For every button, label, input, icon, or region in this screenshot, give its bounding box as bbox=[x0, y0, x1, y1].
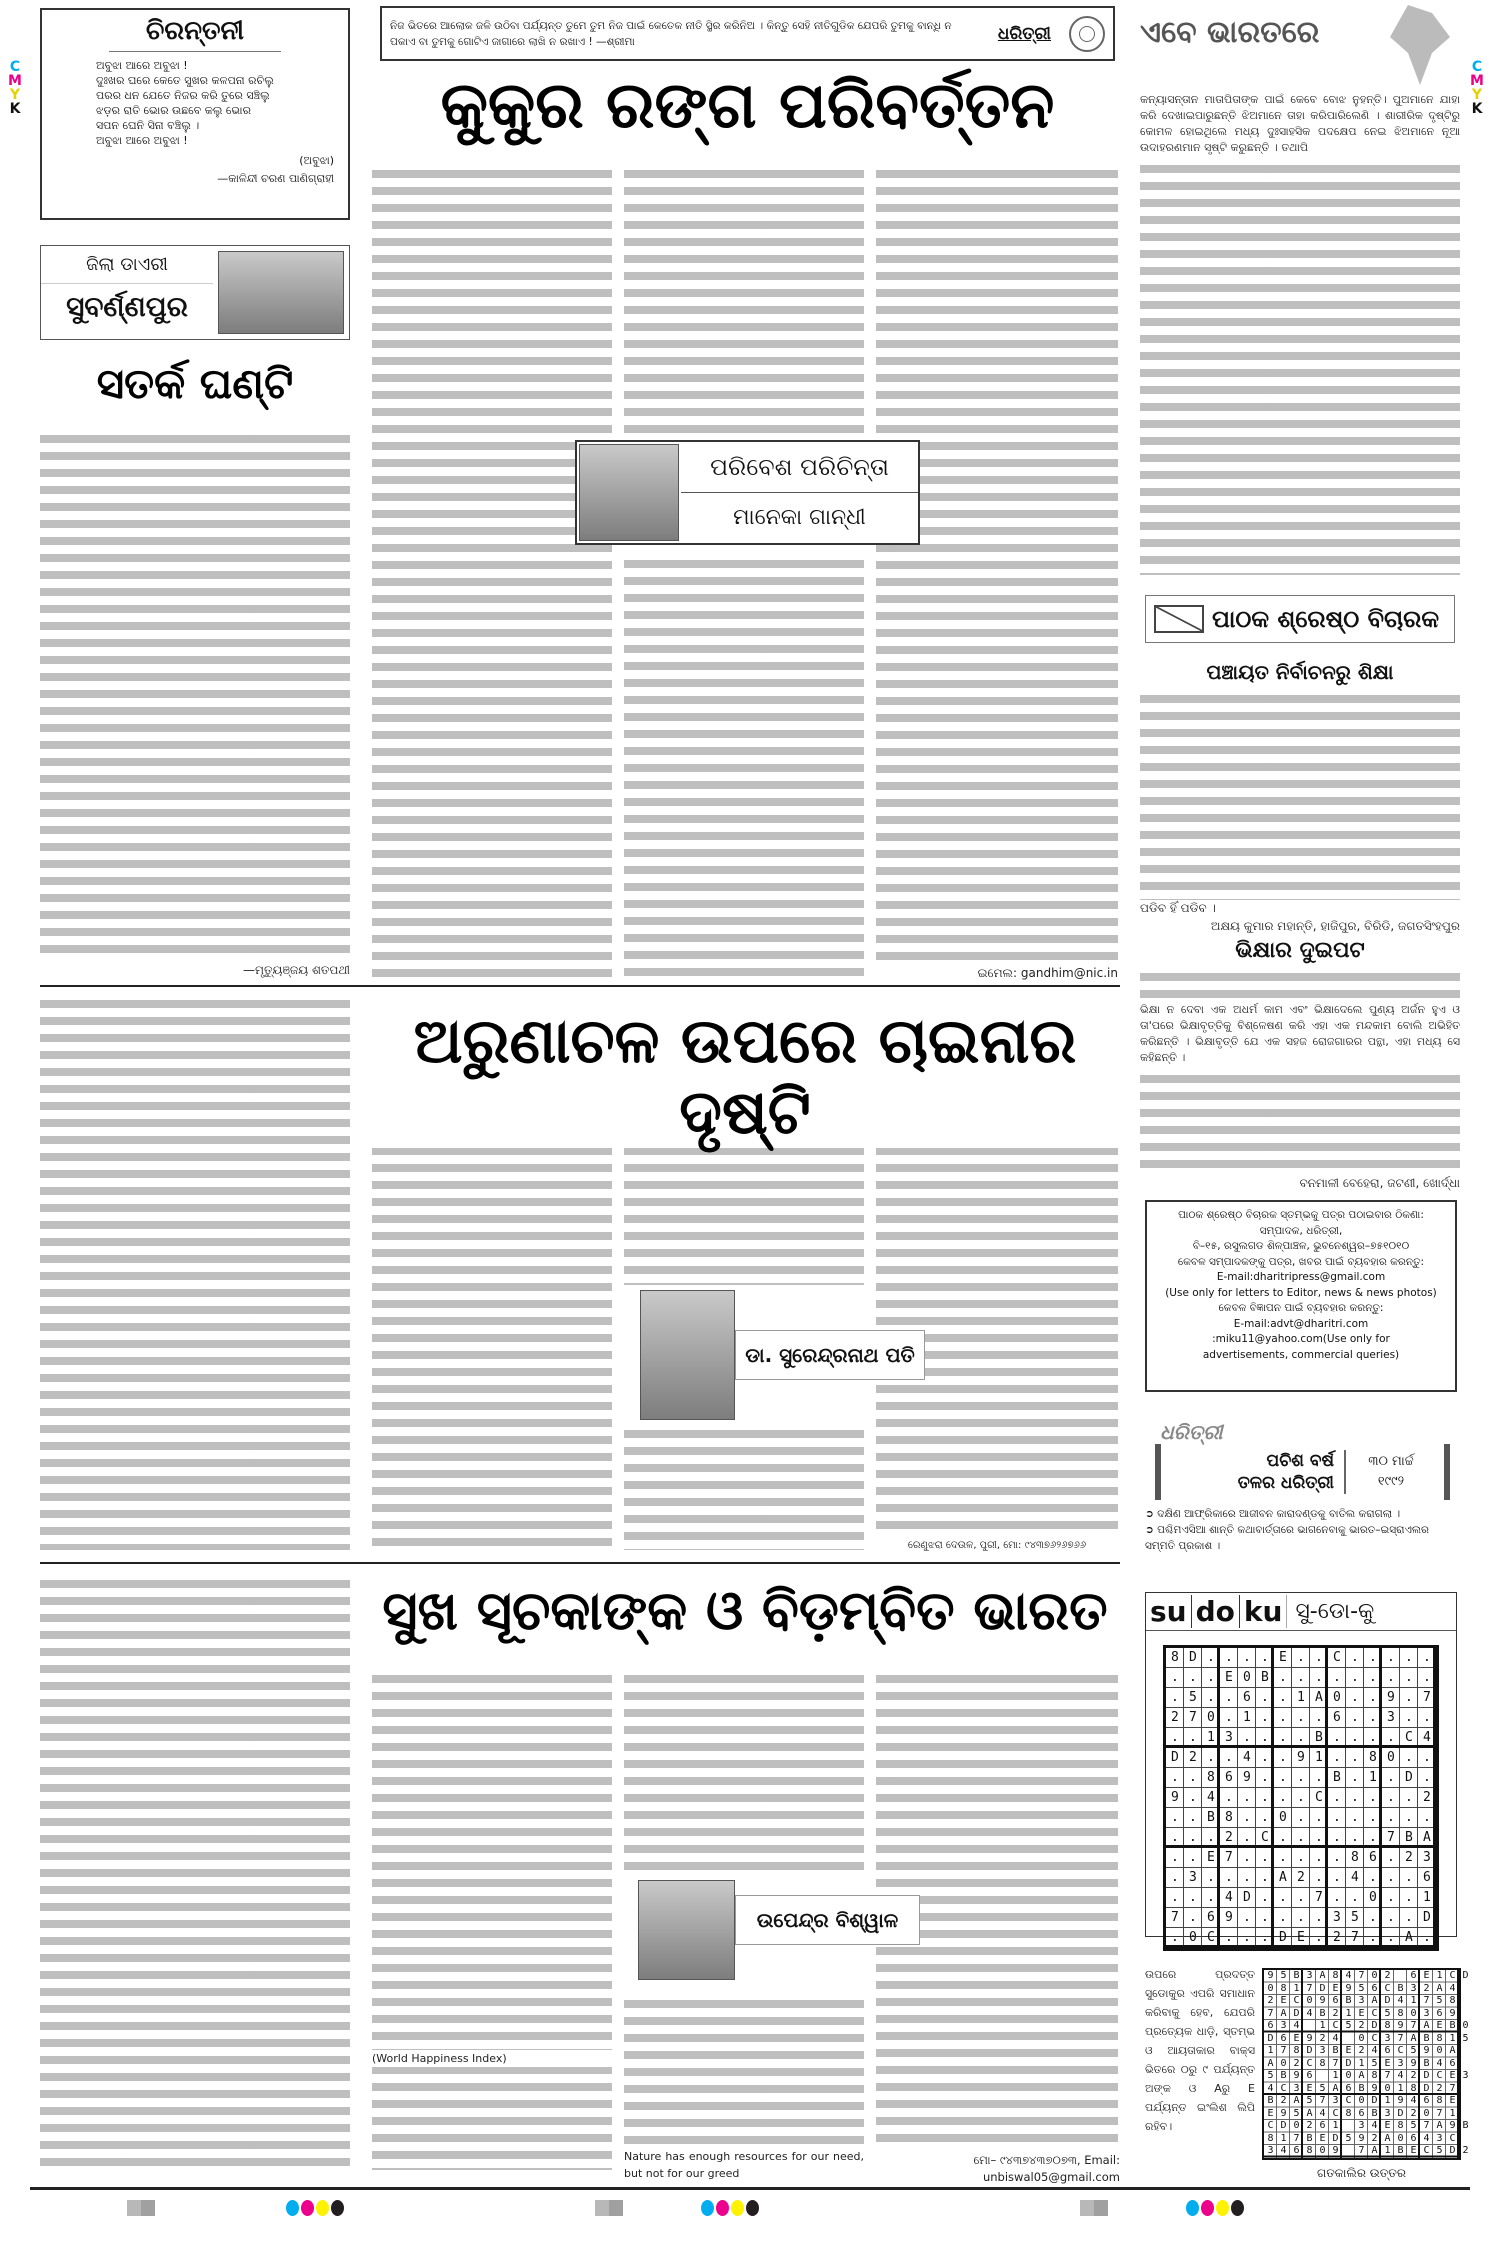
mark-m: M bbox=[1470, 73, 1484, 89]
lead-text-col3 bbox=[876, 165, 1118, 980]
email-upendra[interactable]: Email: unbiswal05@gmail.com bbox=[982, 2153, 1120, 2184]
magenta-dot bbox=[301, 2200, 314, 2216]
poem-line: ଦୁଃଖର ଘରେ କେତେ ସୁଖର କଳପନା ରଚିଲୁ bbox=[96, 74, 274, 87]
solution-row: B2A573C0D19468E bbox=[1267, 2095, 1463, 2106]
black-dot bbox=[746, 2200, 759, 2216]
lead-text-col1 bbox=[372, 165, 612, 980]
archive-box bbox=[1145, 1420, 1460, 1580]
solution-row: 5B96 10A8742DCE3 bbox=[1267, 2070, 1476, 2081]
quote-box bbox=[380, 6, 1115, 61]
sudoku-row[interactable]: 8D....E..C..... bbox=[1171, 1650, 1441, 1665]
sudoku-row[interactable]: ..13....B....C4 bbox=[1171, 1730, 1441, 1745]
sudoku-row[interactable]: .0C...DE.27..A. bbox=[1171, 1930, 1441, 1945]
district-name: ସୁବର୍ଣ୍ଣପୁର bbox=[66, 290, 188, 323]
sukha-text-left bbox=[40, 1575, 350, 2170]
address-line: କେବଳ ସମ୍ପାଦକଙ୍କୁ ପତ୍ର, ଖବର ପାଇଁ ବ୍ୟବହାର କରନ୍ତୁ: bbox=[1177, 1255, 1425, 1268]
yellow-dot bbox=[731, 2200, 744, 2216]
sudoku-row[interactable]: 9.4.....C.....2 bbox=[1171, 1790, 1441, 1805]
author-photo-surendranath bbox=[640, 1290, 735, 1420]
headline-arunachal: ଅରୁଣାଚଳ ଉପରେ ଚାଇନାର ଦୃଷ୍ଟି bbox=[370, 1005, 1120, 1148]
archive-year: ୧୯୯୨ bbox=[1377, 1474, 1405, 1489]
advt-email-2[interactable]: :miku11@yahoo.com(Use only for bbox=[1212, 1333, 1390, 1345]
ebe-bharatare-text bbox=[1140, 160, 1460, 575]
paper-logo: ଧରିତ୍ରୀ bbox=[997, 23, 1051, 44]
cmyk-dots bbox=[285, 2200, 345, 2220]
sri-aurobindo-symbol-icon bbox=[1069, 16, 1105, 52]
solution-row: E95A4C86B3D2071 bbox=[1267, 2107, 1463, 2119]
cmyk-mark-left-top bbox=[8, 60, 22, 116]
headline-sukha-suchakanka: ସୁଖ ସୂଚକାଙ୍କ ଓ ବିଡ଼ମ୍ବିତ ଭାରତ bbox=[370, 1580, 1120, 1642]
lead-text-col2 bbox=[624, 165, 864, 435]
poem-line: ପରର ଧନ ଯେତେ ନିଜର କରି ତୁରେ ସଞ୍ଚିଲୁ bbox=[96, 89, 270, 102]
sudoku-row[interactable]: D2..4..91..80.. bbox=[1171, 1750, 1441, 1765]
headline-kukura: କୁକୁର ରଙ୍ଗ ପରିବର୍ତ୍ତନ bbox=[440, 69, 1055, 143]
cmyk-dots bbox=[700, 2200, 760, 2220]
letter2-text-a bbox=[1140, 968, 1460, 1000]
mark-c: C bbox=[9, 59, 21, 75]
solution-row: 178D3BE246C590A bbox=[1267, 2045, 1463, 2056]
sudoku-row[interactable]: ..E7......86.23 bbox=[1171, 1850, 1441, 1865]
poem-author: —କାଳିନ୍ଦୀ ଚରଣ ପାଣିଗ୍ରାହୀ bbox=[217, 172, 334, 185]
solution-row: 2EC096B3AD41758 bbox=[1267, 1995, 1463, 2006]
email-maneka bbox=[876, 965, 1118, 982]
editor-email[interactable]: E-mail:dharitripress@gmail.com bbox=[1216, 1271, 1386, 1283]
poem-line: ଝଡ଼ର ରାତି ଭୋର ଉଛବେ କଲୁ ଭୋର bbox=[96, 104, 251, 117]
temple-photo bbox=[218, 251, 344, 334]
address-line: ବି–୧୫, ରସୁଲଗଡ ଶିଳ୍ପାଞ୍ଚଳ, ଭୁବନେଶ୍ୱର–୭୫୧୦୧୦ bbox=[1192, 1240, 1410, 1252]
gray-patch bbox=[1080, 2200, 1108, 2216]
editor-email-note: (Use only for letters to Editor, news & news photos) bbox=[1165, 1286, 1437, 1299]
solution-row: 95B3A84702 6E1CD bbox=[1267, 1970, 1476, 1981]
sudoku-row[interactable]: ...E0B......... bbox=[1171, 1670, 1441, 1685]
letters-banner-title: ପାଠକ ଶ୍ରେଷ୍ଠ ବିଚାରକ bbox=[1212, 605, 1440, 633]
cyan-dot bbox=[1186, 2200, 1199, 2216]
archive-item-text: ପଶ୍ଚିମଏସିଆ ଶାନ୍ତି କଥାବାର୍ତ୍ତାରେ ଭାଗନେବାକୁ ଭାରତ–ଇସ୍ରାଏଲର ସମ୍ମତି ପ୍ରକାଶ । bbox=[1145, 1524, 1429, 1552]
address-line: ସମ୍ପାଦକ, ଧରିତ୍ରୀ, bbox=[1259, 1224, 1343, 1237]
cmyk-mark-right-top bbox=[1470, 60, 1484, 116]
sudoku-box bbox=[1145, 1592, 1457, 1945]
solution-row: D6E924 0C37AB815 bbox=[1267, 2032, 1476, 2044]
sudoku-row[interactable]: ..B8..0........ bbox=[1171, 1810, 1441, 1825]
advt-email-note: advertisements, commercial queries) bbox=[1202, 1348, 1400, 1361]
solution-row: 346809 7A1BEC5D2 bbox=[1267, 2145, 1476, 2156]
address-line: ପାଠକ ଶ୍ରେଷ୍ଠ ବିଚାରକ ସ୍ତମ୍ଭକୁ ପତ୍ର ପଠାଇବାର ଠିକଣା: bbox=[1178, 1209, 1424, 1221]
author-name: ମାନେକା ଗାନ୍ଧୀ bbox=[733, 505, 866, 530]
archive-item: ➲ ଦକ୍ଷିଣ ଆଫ୍ରିକାରେ ଆଜୀବନ କାରାଦଣ୍ଡକୁ ବାତିଲ କରାଗଲା । bbox=[1145, 1508, 1401, 1520]
sudoku-row[interactable]: ...4D...7..0..1 bbox=[1171, 1890, 1441, 1905]
english-inline: (World Happiness Index) bbox=[372, 2050, 612, 2067]
mark-m: M bbox=[8, 73, 22, 89]
solution-label: ଗତକାଲିର ଉତ୍ତର bbox=[1317, 2166, 1406, 2180]
archive-logo: ଧରିତ୍ରୀ bbox=[1160, 1420, 1223, 1444]
column-box-maneka bbox=[575, 440, 920, 545]
letters-banner bbox=[1145, 595, 1455, 643]
sudoku-header bbox=[1146, 1593, 1456, 1631]
sudoku-row[interactable]: .5..6..1A0..9.7 bbox=[1171, 1690, 1441, 1705]
phone: ମୋ– ୯୪୩୭୪୩୭୦୭୩, bbox=[973, 2153, 1081, 2167]
author-photo-maneka bbox=[579, 444, 679, 541]
magenta-dot bbox=[716, 2200, 729, 2216]
sudoku-row[interactable]: ...2.C......7BA bbox=[1171, 1830, 1441, 1845]
poem-line: ଅବୁଝା ଆରେ ଅବୁଝା ! bbox=[96, 134, 188, 147]
sudoku-puzzle-grid[interactable] bbox=[1163, 1645, 1439, 1951]
solution-row: 634 1C52D897AEB0 bbox=[1267, 2020, 1476, 2031]
poem-title: ଚିରନ୍ତନୀ bbox=[109, 16, 281, 52]
solution-row: A02C87D15E39B46 bbox=[1267, 2057, 1463, 2069]
advt-email[interactable]: E-mail:advt@dharitri.com bbox=[1233, 1317, 1369, 1330]
archive-item: ➲ ପଶ୍ଚିମଏସିଆ ଶାନ୍ତି କଥାବାର୍ତ୍ତାରେ ଭାଗନେବାକୁ ଭାରତ–ଇସ୍ରାଏଲର ସମ୍ମତି ପ୍ରକାଶ । bbox=[1145, 1524, 1429, 1552]
sudoku-brand-odia: ସୁ-ଡୋ-କୁ bbox=[1295, 1599, 1375, 1624]
envelope-pen-icon bbox=[1154, 605, 1204, 633]
letter1-title: ପଞ୍ଚାୟତ ନିର୍ବାଚନରୁ ଶିକ୍ଷା bbox=[1206, 660, 1394, 684]
email-label: ଇମେଲ: bbox=[977, 966, 1018, 980]
magenta-dot bbox=[1201, 2200, 1214, 2216]
column-name: ପରିବେଶ ପରିଚିନ୍ତା bbox=[681, 442, 918, 493]
quote-text: ନିଜ ଭିତରେ ଆଲୋକ ଜଳି ଉଠିବା ପର୍ଯ୍ୟନ୍ତ ତୁମେ ତୁମ ନିଜ ପାଇଁ କେତେକ ନୀତି ସ୍ଥିର କରିନିଅ । କିନ୍ତୁ ସେହି ନୀତିଗୁଡିକ ଯେପରି ତୁମକୁ ବାନ୍ଧି ନ ପକାଏ ବା ତୁମକୁ ଗୋଟିଏ ଜାଗାରେ ଲାଖି ନ ରଖାଏ ! —ଶ୍ରୀମା bbox=[390, 19, 952, 48]
sudoku-brand: do bbox=[1192, 1595, 1240, 1628]
sudoku-brand: ku bbox=[1240, 1595, 1288, 1628]
yellow-dot bbox=[316, 2200, 329, 2216]
letter2-title: ଭିକ୍ଷାର ଦୁଇପଟ bbox=[1235, 938, 1365, 963]
cyan-dot bbox=[701, 2200, 714, 2216]
arunachal-text-col1 bbox=[372, 1125, 612, 1550]
letter1-author: ଅକ୍ଷୟ କୁମାର ମହାନ୍ତି, ହାଜିପୁର, ବିରିଡି, ଜଗତସିଂହପୁର bbox=[1210, 919, 1460, 933]
sukha-text-col1 bbox=[372, 1670, 612, 2170]
footer-rule bbox=[30, 2187, 1470, 2190]
sudoku-row[interactable]: ..869....B.1.D. bbox=[1171, 1770, 1441, 1785]
mark-k: K bbox=[9, 101, 21, 117]
signoff-surendranath: ରେଣୁଝରା ଦେଉଳ, ପୁରୀ, ମୋ: ୯୪୩୭୬୨୬୭୬୬ bbox=[907, 1540, 1087, 1551]
sudoku-row[interactable]: .3....A2..4...6 bbox=[1171, 1870, 1441, 1885]
article-text-satarka-ghanti bbox=[40, 430, 350, 960]
cmyk-dots bbox=[1185, 2200, 1245, 2220]
poem-line: ଅବୁଝା ଆରେ ଅବୁଝା ! bbox=[96, 59, 188, 72]
letter1-text bbox=[1140, 690, 1460, 900]
cyan-dot bbox=[286, 2200, 299, 2216]
sudoku-solution-grid bbox=[1262, 1968, 1476, 2160]
sukha-text-col2 bbox=[624, 1670, 864, 1870]
gray-patch bbox=[595, 2200, 623, 2216]
sudoku-instructions: ଉପରେ ପ୍ରଦତ୍ତ ସୁଡୋକୁର ଏପରି ସମାଧାନ କରିବାକୁ ହେବ, ଯେପରି ପ୍ରତ୍ୟେକ ଧାଡ଼ି, ସ୍ତମ୍ଭ ଓ ଆୟତାକାର ବାକ୍ସ ଭିତରେ ୦ରୁ ୯ ପର୍ଯ୍ୟନ୍ତ ଅଙ୍କ ଓ Aରୁ E ପର୍ଯ୍ୟନ୍ତ ଇଂଲିଶ ଲିପି ରହିବ। bbox=[1145, 1968, 1255, 2133]
solution-row: 7AD4B21EC580369 bbox=[1267, 2007, 1463, 2019]
archive-title-2: ତଳର ଧରିତ୍ରୀ bbox=[1237, 1473, 1334, 1493]
arunachal-text-col2 bbox=[624, 1125, 864, 1285]
author-name-surendranath: ଡା. ସୁରେନ୍ଦ୍ରନାଥ ପତି bbox=[735, 1330, 925, 1380]
archive-date: ୩୦ ମାର୍ଚ୍ଚ bbox=[1368, 1454, 1414, 1469]
poem-box bbox=[40, 8, 350, 220]
letter2-text-b bbox=[1140, 1070, 1460, 1175]
ebe-bharatare-logo bbox=[1140, 5, 1460, 90]
contact-upendra bbox=[876, 2152, 1120, 2186]
archive-title-1: ପଚିଶ ବର୍ଷ bbox=[1266, 1451, 1334, 1471]
poem-lines bbox=[56, 58, 334, 148]
solution-row: 817BED592A0643C bbox=[1267, 2132, 1463, 2144]
solution-row: 0817DE956CB32A4 bbox=[1267, 1982, 1463, 1994]
solution-row: 4C3E5A6B9018D27 bbox=[1267, 2082, 1463, 2094]
gray-patch bbox=[127, 2200, 155, 2216]
sudoku-row[interactable]: 7.69.....35...D bbox=[1171, 1910, 1441, 1925]
happiness-index-term: World Happiness Index bbox=[376, 2052, 503, 2065]
sudoku-brand: su bbox=[1146, 1595, 1192, 1628]
yellow-dot bbox=[1216, 2200, 1229, 2216]
letter2-excerpt: ଭିକ୍ଷା ନ ଦେବା ଏକ ଅଧର୍ମ କାମ ଏବଂ ଭିକ୍ଷାଦେଲେ ପୁଣ୍ୟ ଅର୍ଜନ ହୁଏ ଓ ତା'ପରେ ଭିକ୍ଷାବୃତ୍ତିକୁ ବିଶ୍ଳେଷଣ କରି ଏହା ଏକ ମନ୍ଦକାମ ବୋଲି ଅଭିହିତ କରିଛନ୍ତି । ଭିକ୍ଷାବୃତ୍ତି ଯେ ଏକ ସହଜ ରୋଜଗାରର ପନ୍ଥା, ଏହା ମଧ୍ୟ ସେ କହିଛନ୍ତି । bbox=[1140, 1003, 1460, 1064]
author-name-upendra: ଉପେନ୍ଦ୍ର ବିଶ୍ୱାଳ bbox=[735, 1895, 920, 1945]
letter2-author: ବନମାଳୀ ବେହେରା, ଜଟଣୀ, ଖୋର୍ଦ୍ଧା bbox=[1299, 1176, 1460, 1190]
email-link[interactable]: gandhim@nic.in bbox=[1020, 966, 1118, 980]
black-dot bbox=[1231, 2200, 1244, 2216]
address-line: କେବଳ ବିଜ୍ଞାପନ ପାଇଁ ବ୍ୟବହାର କରନ୍ତୁ: bbox=[1218, 1302, 1384, 1314]
district-diary-box bbox=[40, 245, 350, 340]
arunachal-text-col2b bbox=[624, 1425, 864, 1550]
mark-k: K bbox=[1471, 101, 1483, 117]
gandhi-quote-english: Nature has enough resources for our need, but not for our greed bbox=[624, 2150, 864, 2180]
poem-source: (ଅବୁଝା) bbox=[299, 154, 334, 167]
author-photo-upendra bbox=[638, 1880, 735, 1980]
district-label: ଜିଲା ଡାଏରୀ bbox=[41, 246, 213, 284]
address-box bbox=[1145, 1200, 1457, 1392]
black-dot bbox=[331, 2200, 344, 2216]
byline-satarka: —ମୃତ୍ୟୁଞ୍ଜୟ ଶତପଥୀ bbox=[243, 963, 350, 977]
divider bbox=[40, 1562, 1120, 1564]
logo-text: ଏବେ ଭାରତରେ bbox=[1140, 15, 1320, 50]
letter1-end: ପଡିବ ହିଁ ପଡିବ । bbox=[1140, 901, 1216, 915]
solution-row: CD0261 34E857A9B bbox=[1267, 2120, 1476, 2131]
headline-satarka-ghanti: ସତର୍କ ଘଣ୍ଟି bbox=[96, 359, 294, 408]
divider bbox=[40, 985, 1120, 987]
lead-text-col2b bbox=[624, 555, 864, 980]
mark-y: Y bbox=[9, 87, 21, 103]
archive-item-text: ଦକ୍ଷିଣ ଆଫ୍ରିକାରେ ଆଜୀବନ କାରାଦଣ୍ଡକୁ ବାତିଲ କରାଗଲା । bbox=[1157, 1508, 1401, 1520]
mark-y: Y bbox=[1471, 87, 1483, 103]
sukha-text-col2b bbox=[624, 1995, 864, 2145]
mark-c: C bbox=[1471, 59, 1483, 75]
ebe-bharatare-intro: କନ୍ୟାସନ୍ତାନ ମାତାପିତାଙ୍କ ପାଇଁ କେବେ ବୋଝ ନୁହନ୍ତି। ପୁଅମାନେ ଯାହା କରି ଦେଖାଇପାରୁଛନ୍ତି ଝିଅମାନେ ତାହା କରିପାରିଲେଣି । ଶାରୀରିକ ଦୃଷ୍ଟିରୁ କୋମଳ ହୋଇଥିଲେ ମଧ୍ୟ ଦୁଃସାହସିକ ପଦକ୍ଷେପ ନେଇ ଝିଅମାନେ ନୂଆ ଉଦାହରଣମାନ ସୃଷ୍ଟି କରୁଛନ୍ତି । ତଥାପି bbox=[1140, 93, 1460, 154]
poem-line: ସପନ ଘେନି ସିନା ବଞ୍ଚିଲୁ । bbox=[96, 119, 200, 132]
arunachal-text-left bbox=[40, 995, 350, 1550]
sudoku-row[interactable]: 270.1....6..3.. bbox=[1171, 1710, 1441, 1725]
